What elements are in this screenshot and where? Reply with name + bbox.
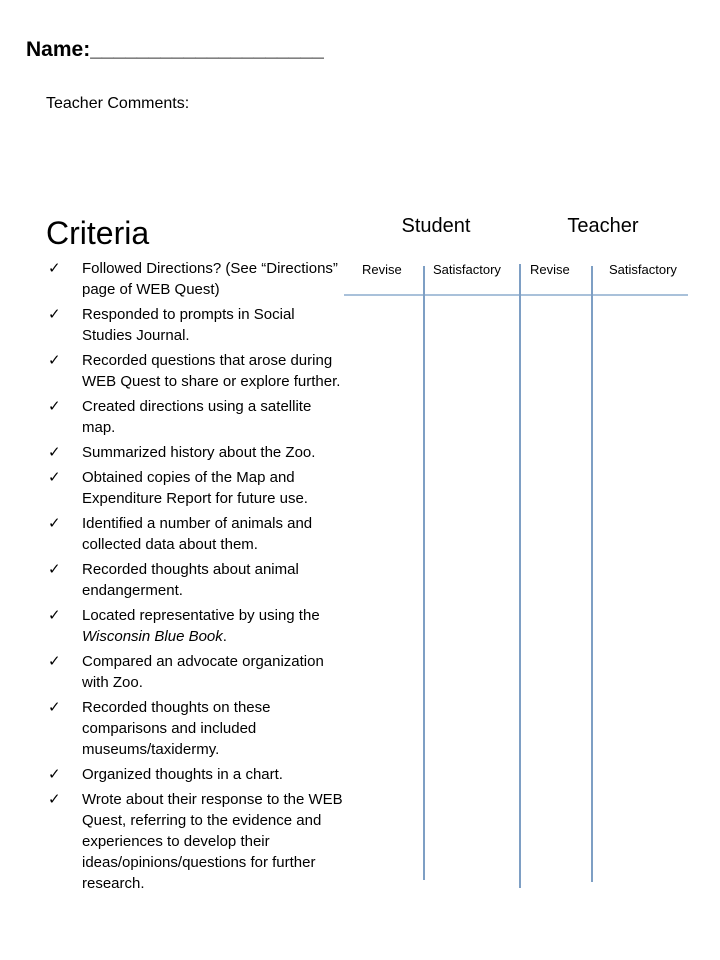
criteria-item-comparisons: ✓ Recorded thoughts on these comparisons and included museums/taxidermy. — [48, 699, 271, 758]
checkmark-icon: ✓ — [48, 469, 61, 486]
student-revise-heading: Revise — [362, 262, 402, 277]
student-column-heading: Student — [401, 215, 471, 237]
criteria-item-written-response: ✓ Wrote about their response to the WEB Quest, referring to the evidence and experiences to develop their ideas/opinions/questions for further research. — [48, 791, 343, 892]
criteria-item-satellite-directions: ✓ Created directions using a satellite map. — [48, 398, 312, 436]
criteria-item-recorded-questions: ✓ Recorded questions that arose during WEB Quest to share or explore further. — [48, 352, 341, 390]
teacher-column-heading: Teacher — [567, 215, 639, 237]
checkmark-icon: ✓ — [48, 306, 61, 323]
checkmark-icon: ✓ — [48, 653, 61, 670]
grid-divider — [519, 264, 521, 888]
name-line: Name:____________________ — [26, 38, 324, 61]
criteria-item-endangerment: ✓ Recorded thoughts about animal endangerment. — [48, 561, 299, 599]
grid-divider — [423, 266, 425, 880]
checkmark-icon: ✓ — [48, 766, 61, 783]
criteria-item-map-expenditure: ✓ Obtained copies of the Map and Expenditure Report for future use. — [48, 469, 308, 507]
checkmark-icon: ✓ — [48, 607, 61, 624]
header-rule — [344, 294, 688, 296]
teacher-satisfactory-heading: Satisfactory — [609, 262, 677, 277]
checkmark-icon: ✓ — [48, 561, 61, 578]
criteria-item-representative: ✓ Located representative by using the Wisconsin Blue Book. — [48, 607, 320, 645]
checkmark-icon: ✓ — [48, 398, 61, 415]
checkmark-icon: ✓ — [48, 260, 61, 277]
checkmark-icon: ✓ — [48, 699, 61, 716]
grid-divider — [591, 266, 593, 882]
teacher-revise-heading: Revise — [530, 262, 570, 277]
criteria-item-chart: ✓ Organized thoughts in a chart. — [48, 766, 283, 783]
teacher-comments-label: Teacher Comments: — [46, 95, 190, 112]
checkmark-icon: ✓ — [48, 444, 61, 461]
criteria-item-journal-prompts: ✓ Responded to prompts in Social Studies Journal. — [48, 306, 295, 344]
criteria-item-advocate-organization: ✓ Compared an advocate organization with Zoo. — [48, 653, 324, 691]
criteria-item-zoo-history: ✓ Summarized history about the Zoo. — [48, 444, 316, 461]
criteria-item-followed-directions: ✓ Followed Directions? (See “Directions” page of WEB Quest) — [48, 260, 338, 298]
criteria-heading: Criteria — [46, 215, 150, 251]
checkmark-icon: ✓ — [48, 515, 61, 532]
checkmark-icon: ✓ — [48, 791, 61, 808]
checkmark-icon: ✓ — [48, 352, 61, 369]
student-satisfactory-heading: Satisfactory — [433, 262, 501, 277]
criteria-list — [46, 258, 346, 898]
criteria-item-animal-data: ✓ Identified a number of animals and collected data about them. — [48, 515, 313, 553]
